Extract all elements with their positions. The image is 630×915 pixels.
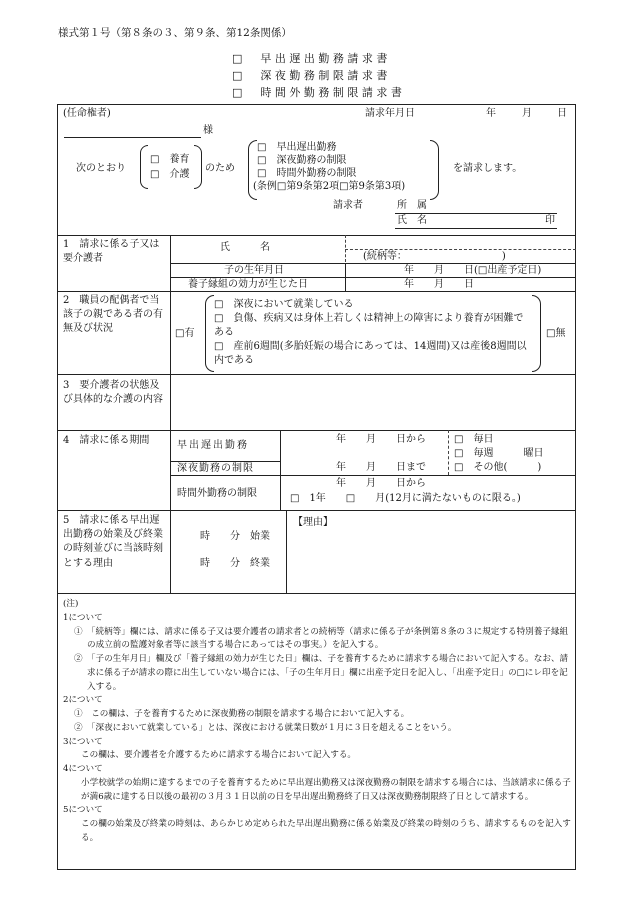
notes-title: (注) [63,599,79,609]
notes-s1: 1について [63,612,103,623]
sec1-adopt-label: 養子縁組の効力が生じた日 [188,279,308,290]
sec2-top-line [57,291,576,292]
sec4-from[interactable]: 年 月 日から [336,434,426,445]
seal-mark: 印 [545,215,555,226]
sec5-start[interactable]: 時 分 始業 [200,531,270,542]
sec1-name-label: 氏 名 [220,242,270,253]
sec5-col-line [286,510,287,593]
notes-4: 小学校就学の始期に達するまでの子を養育するために早出遅出勤務又は深夜勤務の制限を請求する場合には、当該請求に係る子が満6歳に達する日以後の最初の３月３１日以前の日を早出遅出勤務終了日又は深夜勤務制限終了日として請求する。 [81,777,571,802]
sec3-top-line [57,374,576,375]
for-the-label: のため [205,163,235,174]
title-overtime-limit[interactable]: □ 時間外勤務制限請求書 [232,86,406,99]
request-option-overtime[interactable]: □ 時間外勤務の制限 [257,168,357,179]
request-option-night[interactable]: □ 深夜勤務の制限 [257,155,347,166]
sec1-label: 1 請求に係る子又は要介護者 [63,239,160,265]
sec1-birth-value[interactable]: 年 月 日(□出産予定日) [404,265,542,276]
sec4-row-night: 深夜勤務の制限 [177,463,254,474]
sec5-end[interactable]: 時 分 終業 [200,558,270,569]
request-suffix: を請求します。 [453,163,523,174]
notes-1b: ② 「子の生年月日」欄及び「養子縁組の効力が生じた日」欄は、子を養育するために請求する場合において記入する。なお、請求に係る子が請求の際に出生していない場合には、「子の生年月日」欄に出産予定日を記入し、「出産予定日」の□にレ印を記入する。 [74,654,569,692]
sec2-item-illness[interactable]: □ 負傷、疾病又は身体上若しくは精神上の障害により養育が困難である [214,313,524,338]
sec2-label: 2 職員の配偶者で当該子の親である者の有無及び状況 [63,295,163,335]
date-day[interactable]: 日 [557,108,567,119]
appointer-label: (任命権者) [63,108,111,119]
sec5-divider [170,510,171,593]
request-option-article[interactable]: (条例□第9条第2項□第9条第3項) [253,181,406,192]
sec4-col-line [280,430,281,510]
notes-2a: ① この欄は、子を養育するために深夜勤務の制限を請求する場合において記入する。 [74,709,410,719]
sec4-divider [170,430,171,510]
affiliation-label: 所 属 [397,200,427,211]
sec3-divider [170,374,171,430]
sec2-bracket-left [205,295,214,372]
sec2-item-night[interactable]: □ 深夜において就業している [214,299,354,310]
sama-label: 様 [203,125,213,136]
sec4-row-overtime: 時間外勤務の制限 [177,488,257,499]
care-option-nursing[interactable]: □ 介護 [150,169,190,180]
sec4-top-line [57,430,576,431]
sec2-bracket-right [532,295,541,372]
sec5-label: 5 請求に係る早出遅出勤務の始業及び終業の時刻並びに当該時刻とする理由 [63,515,163,569]
requester-label: 請求者 [333,200,363,211]
notes-1a: ① 「続柄等」欄には、請求に係る子又は要介護者の請求者との続柄等（請求に係る子が条例第８条の３に規定する特別養子縁組の成立前の監護対象者等に該当する場合にあってはその事実。）を記入する。 [74,626,569,651]
as-follows-label: 次のとおり [76,163,126,174]
sec4-ot-from[interactable]: 年 月 日から [336,478,426,489]
notes-5: この欄の始業及び終業の時刻は、あらかじめ定められた早出遅出勤務に係る始業及び終業の時刻のうち、請求するものを記入する。 [81,819,571,843]
form-number: 様式第１号（第８条の３、第９条、第12条関係） [58,27,292,39]
sec1-adopt-value[interactable]: 年 月 日 [404,279,474,290]
appointer-underline [64,137,201,138]
title-night-limit[interactable]: □ 深夜勤務制限請求書 [232,69,391,82]
sec2-yes[interactable]: □有 [175,328,195,339]
title-early-late[interactable]: □ 早出遅出勤務請求書 [232,52,391,65]
sec3-label: 3 要介護者の状態及び具体的な介護の内容 [63,380,163,406]
date-month[interactable]: 月 [522,108,532,119]
request-bracket-right [430,140,439,200]
sec5-top-line [57,510,576,511]
notes-block [63,598,575,846]
name-label: 氏 名 [397,215,427,226]
care-bracket-right [194,145,202,189]
notes-3: この欄は、要介護者を介護するために請求する場合において記入する。 [81,750,357,761]
sec1-birth-label: 子の生年月日 [224,265,284,276]
sec4-ot-line [170,475,576,476]
sec4-freq-daily[interactable]: □ 毎日 [454,434,494,445]
sec5-reason[interactable]: 【理由】 [293,517,333,528]
sec4-freq-weekly[interactable]: □ 毎週 曜日 [454,448,544,459]
sec4-ot-period[interactable]: □ 1年 □ 月(12月に満たないものに限る。) [290,493,521,504]
sec1-relation[interactable]: (続柄等： ) [363,251,506,262]
notes-2b: ② 「深夜において就業している」とは、深夜における就業日数が１月に３日を超えることをいう。 [74,722,457,733]
name-line[interactable] [395,228,557,229]
sec2-item-childbirth[interactable]: □ 産前6週間(多胎妊娠の場合にあっては、14週間)又は産後8週間以内である [214,341,527,366]
date-label: 請求年月日 [365,108,415,119]
sec4-label: 4 請求に係る期間 [63,435,150,446]
notes-s3: 3について [63,736,103,747]
date-year[interactable]: 年 [486,108,496,119]
sec2-divider [170,291,171,374]
request-option-early-late[interactable]: □ 早出遅出勤務 [257,142,337,153]
sec1-top-line [57,235,576,236]
sec4-freq-other[interactable]: □ その他( ) [454,462,542,473]
notes-s2: 2について [63,695,103,706]
notes-s5: 5について [63,805,103,816]
sec2-no[interactable]: □無 [546,328,566,339]
care-bracket-left [140,145,148,189]
care-option-raising[interactable]: □ 養育 [150,154,190,165]
notes-s4: 4について [63,764,103,774]
sec4-row-early-late: 早出遅出勤務 [177,440,249,451]
sec4-until[interactable]: 年 月 日まで [336,462,426,473]
notes-top-line [57,593,576,594]
sec4-freq-dash [448,430,449,475]
